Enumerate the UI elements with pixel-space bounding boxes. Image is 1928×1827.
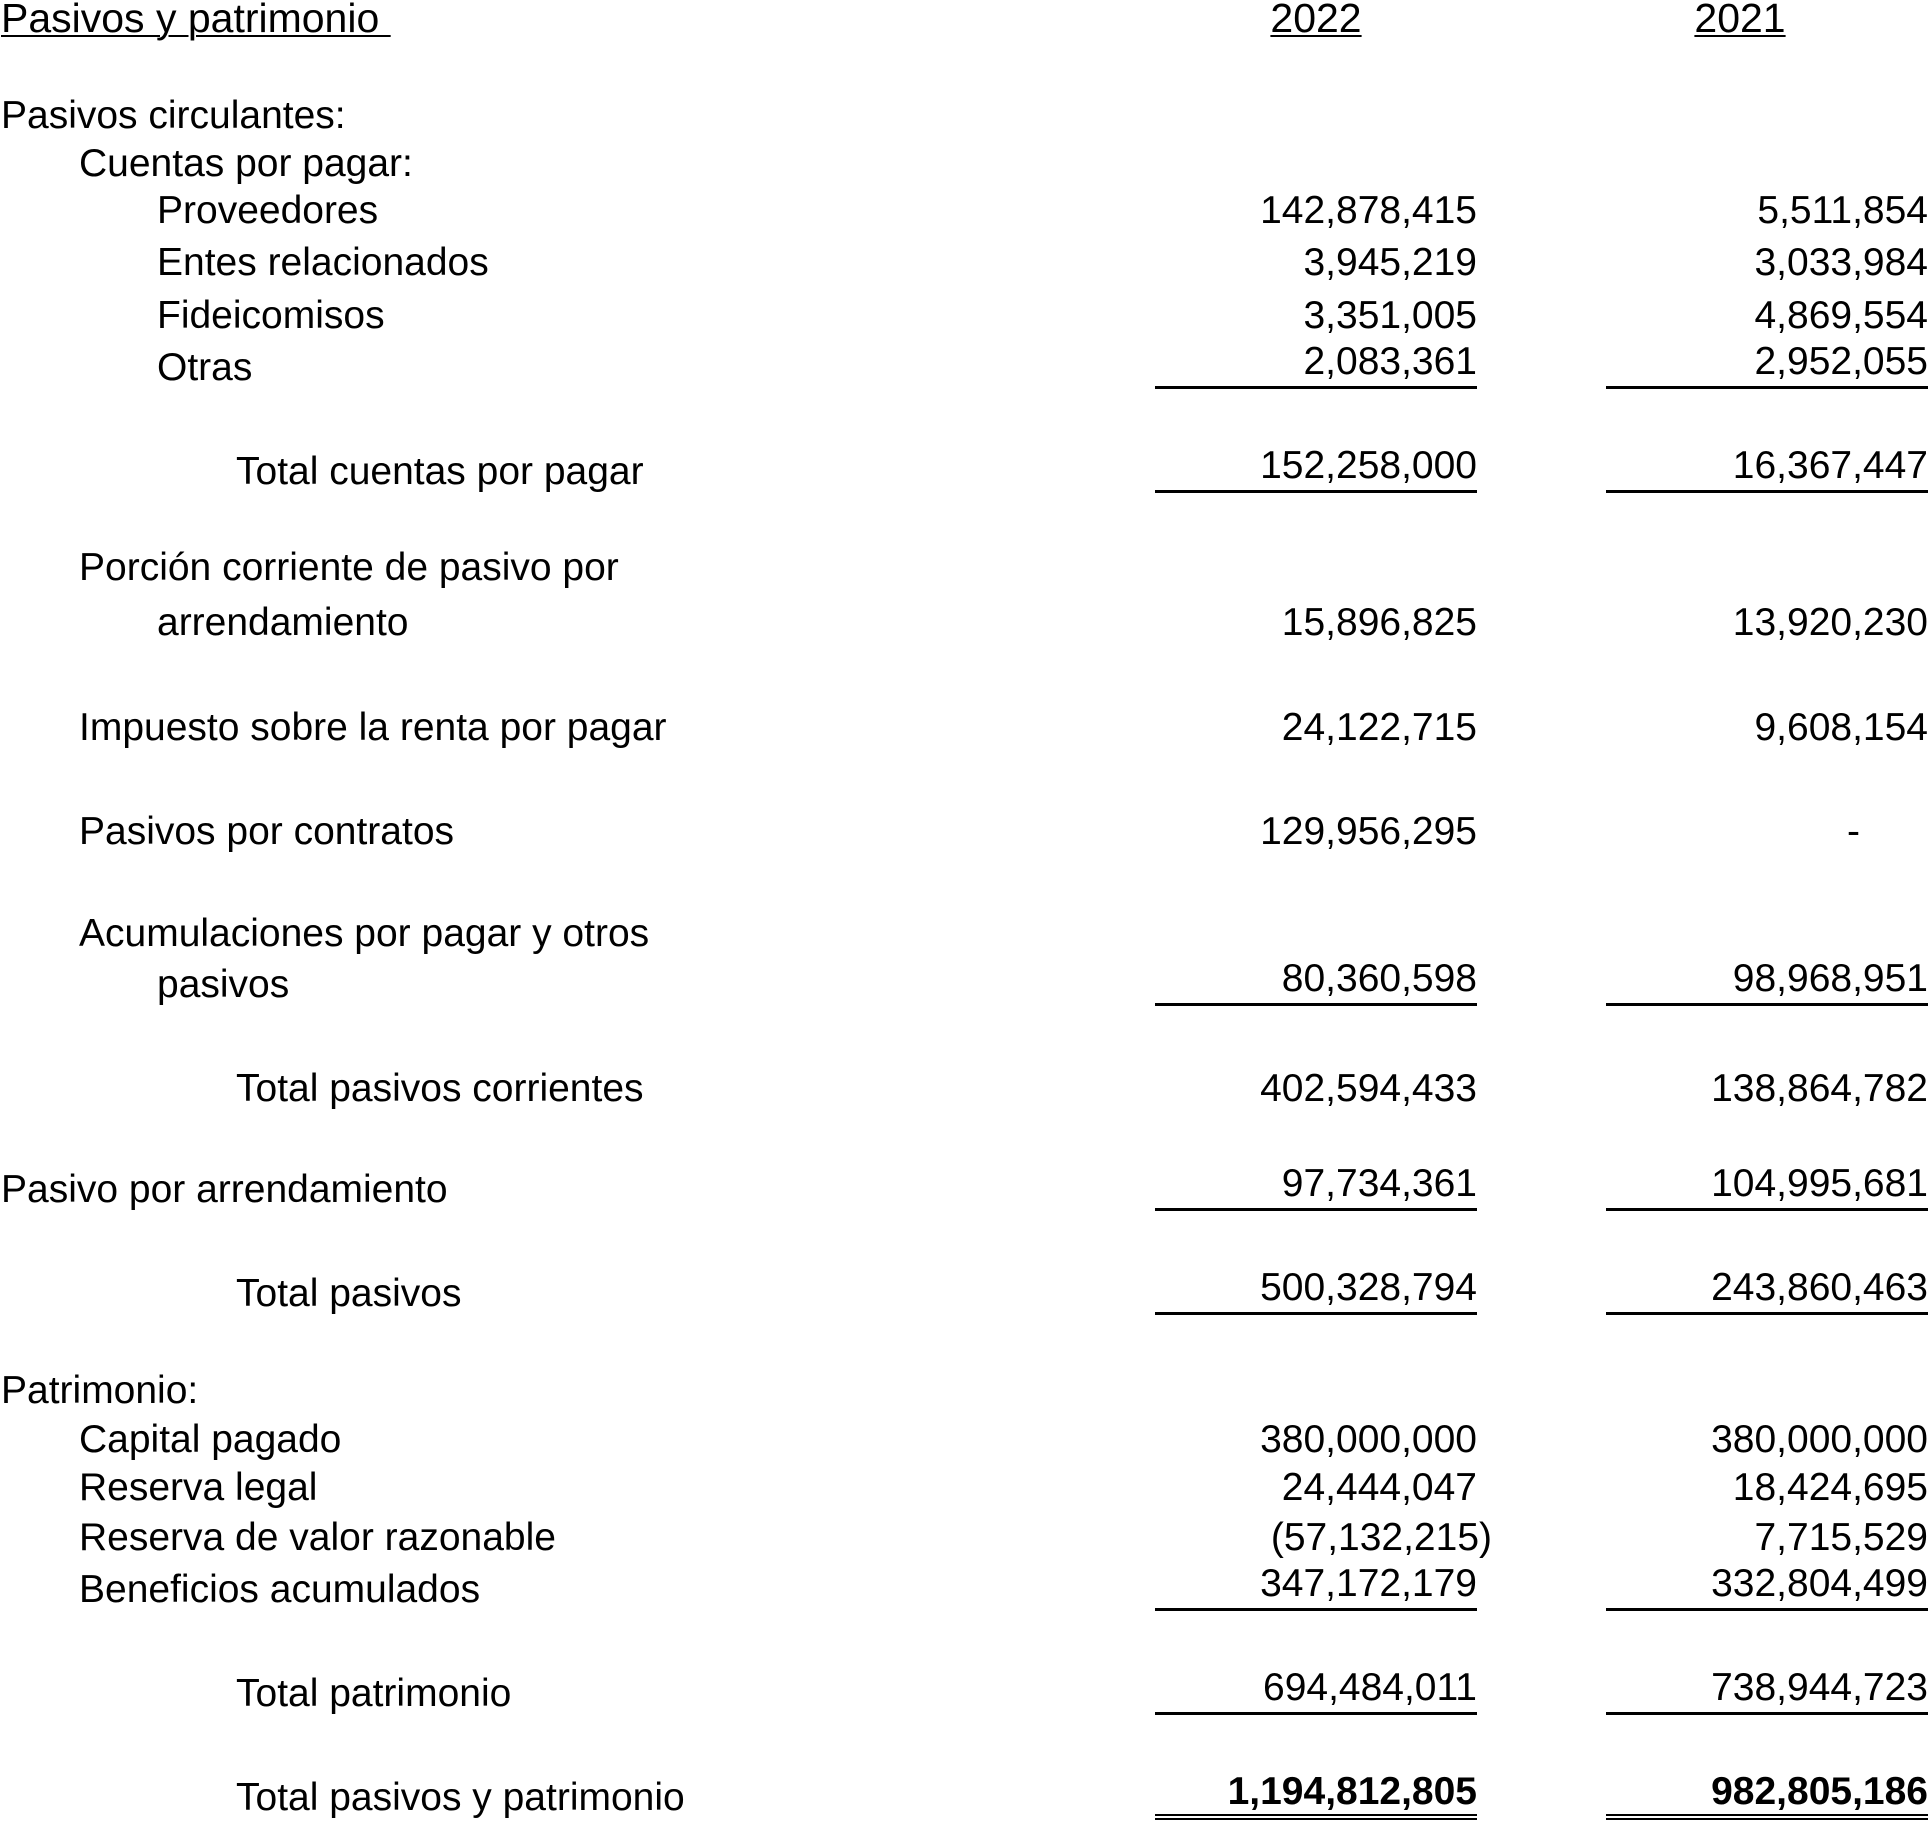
- row-label: Acumulaciones por pagar y otros: [79, 912, 650, 955]
- row-label: Total pasivos corrientes: [236, 1067, 644, 1110]
- row-label: Impuesto sobre la renta por pagar: [79, 706, 667, 749]
- value-2021: -: [1847, 810, 1860, 853]
- value-2021: 243,860,463: [1606, 1266, 1928, 1315]
- row-label: arrendamiento: [157, 601, 409, 644]
- line-item-lease-liability: [0, 1162, 1928, 1211]
- value-2022: 152,258,000: [1155, 444, 1477, 493]
- value-2022: 694,484,011: [1155, 1666, 1477, 1715]
- line-item-lease-current: [0, 599, 1928, 647]
- value-2022: 380,000,000: [1260, 1418, 1477, 1461]
- line-item-legal-reserve: [0, 1464, 1928, 1512]
- line-item-fair-value-reserve: [0, 1514, 1928, 1562]
- section-heading-current-liabilities: [0, 92, 1872, 140]
- line-item-accruals: [0, 957, 1928, 1006]
- value-2021: 16,367,447: [1606, 444, 1928, 493]
- total-liabilities: [0, 1266, 1928, 1315]
- row-label: Pasivos circulantes:: [1, 94, 346, 137]
- value-2022: 15,896,825: [1281, 601, 1477, 644]
- row-label: Total patrimonio: [236, 1672, 512, 1715]
- column-header-2021: 2021: [1694, 0, 1786, 41]
- value-2022: 347,172,179: [1155, 1562, 1477, 1611]
- line-item-retained-earnings: [0, 1562, 1928, 1611]
- section-title: Pasivos y patrimonio: [1, 0, 391, 41]
- row-label: Reserva de valor razonable: [79, 1516, 556, 1559]
- value-2022: 129,956,295: [1260, 810, 1477, 853]
- total-equity: [0, 1666, 1928, 1715]
- value-2021: 9,608,154: [1754, 706, 1928, 749]
- line-item-paid-in-capital: [0, 1416, 1928, 1464]
- value-2021: 982,805,186: [1606, 1770, 1928, 1820]
- value-2022: 80,360,598: [1155, 957, 1477, 1006]
- row-label: Fideicomisos: [157, 294, 385, 337]
- line-item-income-tax-payable: [0, 704, 1928, 752]
- row-label: Capital pagado: [79, 1418, 342, 1461]
- line-item-fideicomisos: [0, 292, 1928, 340]
- value-2022: 142,878,415: [1260, 189, 1477, 232]
- row-label: Total cuentas por pagar: [236, 450, 644, 493]
- value-2021: 380,000,000: [1711, 1418, 1928, 1461]
- line-item-entes-relacionados: [0, 239, 1928, 287]
- subtotal-accounts-payable: [0, 444, 1928, 493]
- value-2021: 138,864,782: [1711, 1067, 1928, 1110]
- value-2021: 98,968,951: [1606, 957, 1928, 1006]
- value-2021: 2,952,055: [1606, 340, 1928, 389]
- row-label: Proveedores: [157, 189, 379, 232]
- value-2021: 18,424,695: [1732, 1466, 1928, 1509]
- subtotal-current-liabilities: [0, 1065, 1928, 1113]
- value-2021: 738,944,723: [1606, 1666, 1928, 1715]
- line-item-lease-current-label: [0, 544, 1872, 592]
- value-2022: 97,734,361: [1155, 1162, 1477, 1211]
- value-2022: 3,945,219: [1303, 241, 1477, 284]
- column-header-2022: 2022: [1270, 0, 1362, 41]
- line-item-otras: [0, 340, 1928, 389]
- value-2021: 4,869,554: [1754, 294, 1928, 337]
- grand-total-liabilities-equity: [0, 1770, 1928, 1819]
- row-label: pasivos: [157, 963, 290, 1006]
- value-2022: 24,122,715: [1281, 706, 1477, 749]
- value-2021: 104,995,681: [1606, 1162, 1928, 1211]
- row-label: Reserva legal: [79, 1466, 318, 1509]
- row-label: Total pasivos: [236, 1272, 462, 1315]
- value-2021: 5,511,854: [1757, 189, 1928, 232]
- row-label: Total pasivos y patrimonio: [236, 1776, 685, 1819]
- value-2022: (57,132,215): [1270, 1516, 1492, 1559]
- row-label: Entes relacionados: [157, 241, 489, 284]
- value-2022: 24,444,047: [1281, 1466, 1477, 1509]
- line-item-proveedores: [0, 187, 1928, 235]
- section-heading-equity: [0, 1367, 1872, 1415]
- value-2022: 1,194,812,805: [1155, 1770, 1477, 1820]
- value-2022: 500,328,794: [1155, 1266, 1477, 1315]
- value-2021: 13,920,230: [1732, 601, 1928, 644]
- value-2021: 3,033,984: [1754, 241, 1928, 284]
- subsection-heading-accounts-payable: [0, 140, 1872, 188]
- row-label: Patrimonio:: [1, 1369, 199, 1412]
- row-label: Cuentas por pagar:: [79, 142, 413, 185]
- value-2022: 402,594,433: [1260, 1067, 1477, 1110]
- value-2021: 7,715,529: [1754, 1516, 1928, 1559]
- row-label: Otras: [157, 346, 253, 389]
- row-label: Pasivos por contratos: [79, 810, 455, 853]
- value-2022: 3,351,005: [1303, 294, 1477, 337]
- row-label: Porción corriente de pasivo por: [79, 546, 619, 589]
- line-item-accruals-label: [0, 910, 1872, 958]
- value-2021: 332,804,499: [1606, 1562, 1928, 1611]
- value-2022: 2,083,361: [1155, 340, 1477, 389]
- row-label: Beneficios acumulados: [79, 1568, 481, 1611]
- row-label: Pasivo por arrendamiento: [1, 1168, 448, 1211]
- line-item-contract-liabilities: [0, 808, 1872, 856]
